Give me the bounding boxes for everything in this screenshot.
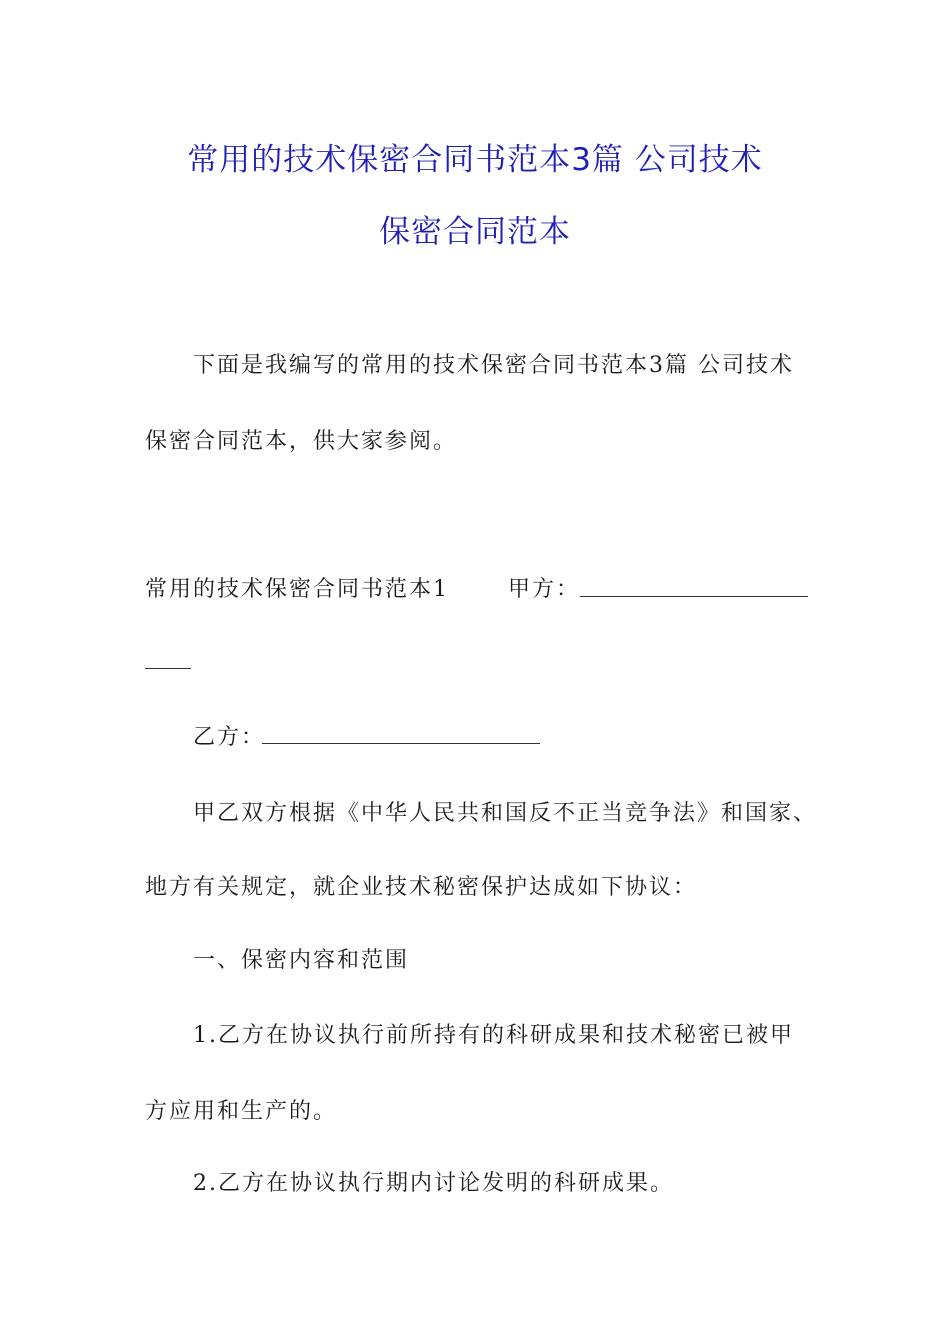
party-b-blank-line[interactable] xyxy=(262,725,540,744)
item1-line1: 1.乙方在协议执行前所持有的科研成果和技术秘密已被甲 xyxy=(193,1023,794,1048)
clause1-heading: 一、保密内容和范围 xyxy=(193,948,410,973)
intro-line2: 保密合同范本，供大家参阅。 xyxy=(145,429,458,454)
section1-heading: 常用的技术保密合同书范本1 xyxy=(145,577,449,602)
party-b-label: 乙方： xyxy=(193,725,266,750)
item2-line1: 2.乙方在协议执行期内讨论发明的科研成果。 xyxy=(193,1171,674,1196)
basis-line1: 甲乙双方根据《中华人民共和国反不正当竞争法》和国家、 xyxy=(193,801,818,826)
intro-line1: 下面是我编写的常用的技术保密合同书范本3篇 公司技术 xyxy=(193,353,794,378)
party-a-blank-line[interactable] xyxy=(580,578,808,597)
document-title-line2: 保密合同范本 xyxy=(379,214,571,250)
item1-line2: 方应用和生产的。 xyxy=(145,1099,338,1124)
document-title-line1: 常用的技术保密合同书范本3篇 公司技术 xyxy=(187,142,763,178)
party-a-blank-continuation[interactable] xyxy=(145,650,191,669)
basis-line2: 地方有关规定，就企业技术秘密保护达成如下协议： xyxy=(145,875,698,900)
party-a-label: 甲方： xyxy=(508,577,581,602)
